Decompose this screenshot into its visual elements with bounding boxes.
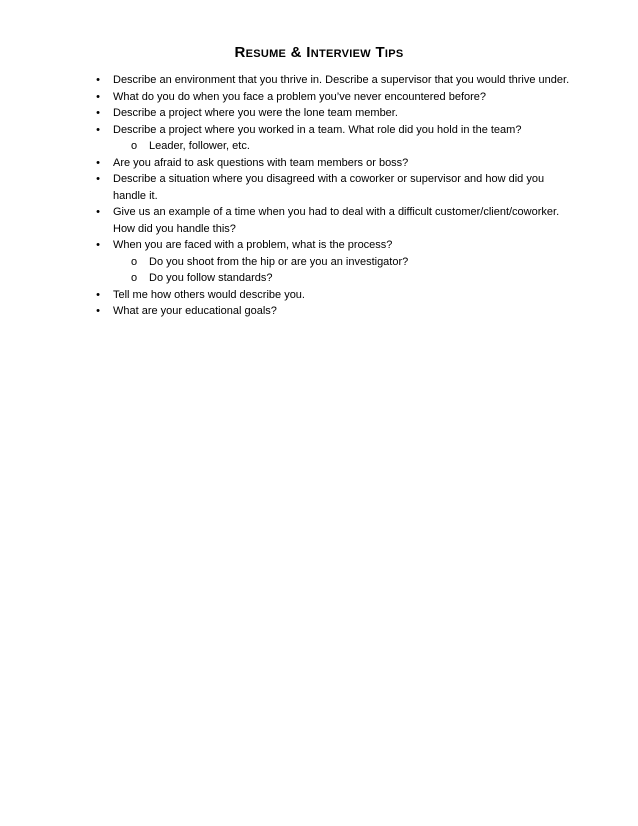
sub-list — [113, 138, 572, 155]
sub-list-item — [113, 254, 572, 271]
hollow-bullet-icon: o — [131, 272, 138, 284]
sub-list-item-text: Do you follow standards? — [149, 272, 273, 284]
page-title: Resume & Interview Tips — [234, 44, 404, 61]
sub-list-item — [113, 270, 572, 287]
hollow-bullet-icon: o — [131, 255, 138, 268]
list-item — [92, 122, 572, 155]
bullet-icon: • — [96, 123, 100, 136]
tips-list — [92, 72, 572, 320]
list-item-text: What do you do when you face a problem you’ve never encountered before? — [113, 90, 487, 103]
list-item — [92, 287, 572, 304]
bullet-icon: • — [96, 288, 100, 301]
bullet-icon: • — [96, 74, 100, 86]
bullet-icon: • — [96, 239, 100, 251]
list-item — [92, 72, 572, 89]
sub-list — [113, 254, 572, 287]
bullet-icon: • — [96, 305, 100, 317]
list-item — [92, 155, 572, 172]
list-item — [92, 89, 572, 106]
sub-list-item-text: Do you shoot from the hip or are you an investigator? — [149, 255, 409, 268]
bullet-icon: • — [96, 173, 100, 185]
list-item-text: When you are faced with a problem, what is the process? — [113, 239, 393, 251]
list-item-text: Describe a project where you worked in a team. What role did you hold in the team? — [113, 123, 522, 136]
list-item — [92, 303, 572, 320]
list-item-text: What are your educational goals? — [113, 305, 277, 317]
hollow-bullet-icon: o — [131, 140, 138, 152]
list-item-text: Describe a situation where you disagreed with a coworker or supervisor and how did you handle it. — [113, 173, 545, 202]
bullet-icon: • — [96, 156, 100, 169]
bullet-icon: • — [96, 107, 100, 119]
list-item — [92, 171, 572, 204]
list-item-text: Give us an example of a time when you had to deal with a difficult customer/client/coworker. How did you handle this? — [113, 206, 560, 235]
bullet-icon: • — [96, 90, 100, 103]
list-item — [92, 237, 572, 287]
list-item-text: Describe a project where you were the lone team member. — [113, 107, 398, 119]
sub-list-item — [113, 138, 572, 155]
list-item — [92, 105, 572, 122]
list-item — [92, 204, 572, 237]
list-item-text: Describe an environment that you thrive in. Describe a supervisor that you would thrive under. — [113, 74, 570, 86]
sub-list-item-text: Leader, follower, etc. — [149, 140, 250, 152]
list-item-text: Are you afraid to ask questions with team members or boss? — [113, 156, 409, 169]
list-item-text: Tell me how others would describe you. — [113, 288, 305, 301]
bullet-icon: • — [96, 206, 100, 218]
